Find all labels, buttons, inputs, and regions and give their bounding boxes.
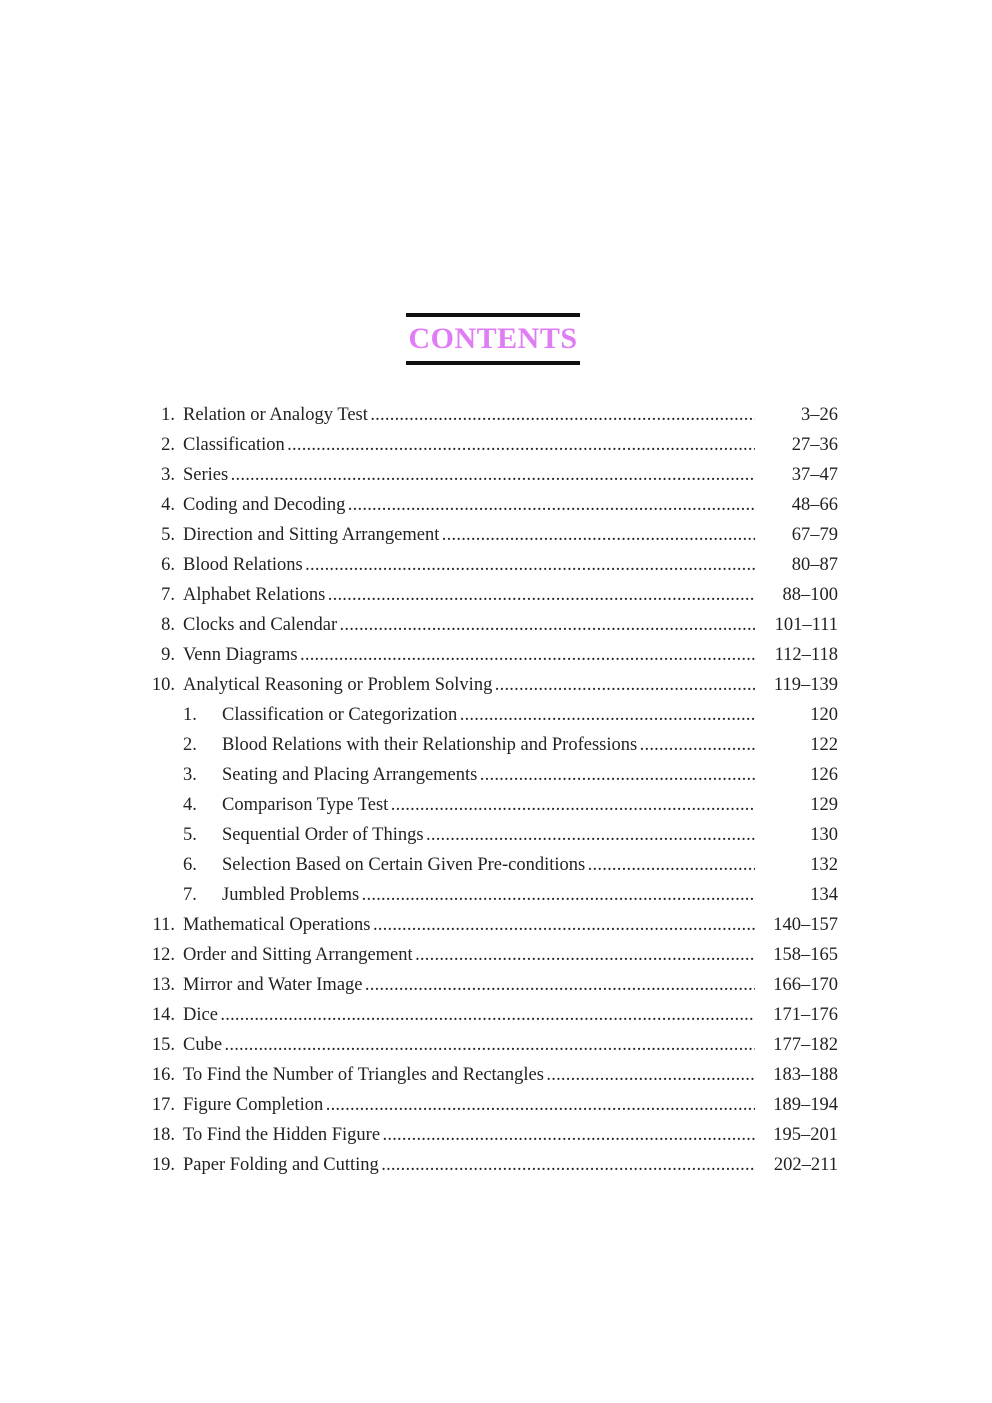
toc-entry xyxy=(140,1060,840,1090)
entry-number: 6. xyxy=(161,555,175,575)
entry-number: 7. xyxy=(183,885,197,905)
entry-pages: 195–201 xyxy=(773,1125,838,1145)
entry-number: 3. xyxy=(161,465,175,485)
toc-entry xyxy=(140,550,840,580)
toc-entry xyxy=(140,940,840,970)
entry-pages: 134 xyxy=(810,885,838,905)
toc-entry xyxy=(140,610,840,640)
entry-title: Figure Completion . . . xyxy=(183,1090,755,1120)
entry-pages: 120 xyxy=(810,705,838,725)
entry-pages: 80–87 xyxy=(791,555,838,575)
entry-number: 2. xyxy=(183,735,197,755)
entry-pages: 140–157 xyxy=(773,915,838,935)
entry-number: 4. xyxy=(161,495,175,515)
entry-title: Analytical Reasoning or Problem Solving . . . xyxy=(183,670,755,700)
toc-subentry xyxy=(140,790,840,820)
toc-entry xyxy=(140,580,840,610)
entry-number: 12. xyxy=(151,945,175,965)
entry-pages: 67–79 xyxy=(791,525,838,545)
entry-title: Selection Based on Certain Given Pre-conditions . . . xyxy=(222,850,755,880)
toc-subentry xyxy=(140,730,840,760)
toc-entry xyxy=(140,1120,840,1150)
toc-subentry xyxy=(140,760,840,790)
entry-title: Venn Diagrams . . . xyxy=(183,640,755,670)
page-title: CONTENTS xyxy=(408,322,578,355)
entry-number: 4. xyxy=(183,795,197,815)
entry-title: Jumbled Problems . . . xyxy=(222,880,755,910)
entry-title: Direction and Sitting Arrangement . . . xyxy=(183,520,755,550)
entry-pages: 166–170 xyxy=(773,975,838,995)
entry-number: 2. xyxy=(161,435,175,455)
entry-pages: 37–47 xyxy=(791,465,838,485)
entry-number: 10. xyxy=(151,675,175,695)
toc-entry xyxy=(140,1000,840,1030)
toc-entry xyxy=(140,640,840,670)
toc-entry xyxy=(140,430,840,460)
toc-entry xyxy=(140,520,840,550)
entry-title: Classification . . . xyxy=(183,430,755,460)
entry-pages: 132 xyxy=(810,855,838,875)
entry-pages: 189–194 xyxy=(773,1095,838,1115)
entry-number: 3. xyxy=(183,765,197,785)
entry-title: Series . . . xyxy=(183,460,755,490)
entry-title: Seating and Placing Arrangements . . . xyxy=(222,760,755,790)
entry-pages: 202–211 xyxy=(773,1155,838,1175)
toc-entry xyxy=(140,1150,840,1180)
entry-number: 19. xyxy=(151,1155,175,1175)
entry-title: Mathematical Operations . . . xyxy=(183,910,755,940)
entry-number: 1. xyxy=(161,405,175,425)
entry-pages: 48–66 xyxy=(791,495,838,515)
entry-pages: 158–165 xyxy=(773,945,838,965)
toc-entry xyxy=(140,970,840,1000)
entry-number: 17. xyxy=(151,1095,175,1115)
entry-title: Mirror and Water Image . . . xyxy=(183,970,755,1000)
toc-subentry xyxy=(140,700,840,730)
toc-subentry xyxy=(140,880,840,910)
entry-title: To Find the Hidden Figure . . . xyxy=(183,1120,755,1150)
entry-number: 14. xyxy=(151,1005,175,1025)
entry-title: To Find the Number of Triangles and Rectangles . . . xyxy=(183,1060,755,1090)
entry-pages: 126 xyxy=(810,765,838,785)
entry-title: Order and Sitting Arrangement . . . xyxy=(183,940,755,970)
toc-subentry xyxy=(140,850,840,880)
entry-number: 15. xyxy=(151,1035,175,1055)
entry-pages: 112–118 xyxy=(774,645,838,665)
table-of-contents xyxy=(140,400,840,1180)
entry-number: 5. xyxy=(161,525,175,545)
entry-pages: 177–182 xyxy=(773,1035,838,1055)
entry-pages: 183–188 xyxy=(773,1065,838,1085)
entry-number: 11. xyxy=(152,915,175,935)
toc-subentry xyxy=(140,820,840,850)
entry-pages: 119–139 xyxy=(773,675,838,695)
entry-title: Paper Folding and Cutting . . . xyxy=(183,1150,755,1180)
toc-entry xyxy=(140,1090,840,1120)
entry-number: 7. xyxy=(161,585,175,605)
entry-title: Blood Relations with their Relationship and Professions . . . xyxy=(222,730,755,760)
entry-title: Relation or Analogy Test . . . xyxy=(183,400,755,430)
entry-pages: 122 xyxy=(810,735,838,755)
entry-number: 9. xyxy=(161,645,175,665)
toc-entry xyxy=(140,490,840,520)
toc-entry xyxy=(140,1030,840,1060)
toc-entry xyxy=(140,460,840,490)
entry-pages: 3–26 xyxy=(801,405,838,425)
entry-number: 16. xyxy=(151,1065,175,1085)
entry-title: Classification or Categorization . . . xyxy=(222,700,755,730)
entry-title: Clocks and Calendar . . . xyxy=(183,610,755,640)
entry-title: Dice . . . xyxy=(183,1000,755,1030)
contents-heading-box xyxy=(406,313,580,365)
entry-pages: 129 xyxy=(810,795,838,815)
entry-number: 8. xyxy=(161,615,175,635)
entry-number: 5. xyxy=(183,825,197,845)
entry-title: Comparison Type Test . . . xyxy=(222,790,755,820)
entry-number: 18. xyxy=(151,1125,175,1145)
entry-pages: 101–111 xyxy=(774,615,838,635)
entry-number: 6. xyxy=(183,855,197,875)
toc-entry xyxy=(140,400,840,430)
entry-number: 1. xyxy=(183,705,197,725)
toc-entry xyxy=(140,670,840,700)
entry-pages: 171–176 xyxy=(773,1005,838,1025)
toc-entry xyxy=(140,910,840,940)
entry-title: Alphabet Relations . . . xyxy=(183,580,755,610)
entry-title: Sequential Order of Things . . . xyxy=(222,820,755,850)
entry-title: Cube . . . xyxy=(183,1030,755,1060)
entry-pages: 88–100 xyxy=(782,585,838,605)
entry-title: Blood Relations . . . xyxy=(183,550,755,580)
entry-number: 13. xyxy=(151,975,175,995)
entry-pages: 130 xyxy=(810,825,838,845)
entry-pages: 27–36 xyxy=(791,435,838,455)
entry-title: Coding and Decoding . . . xyxy=(183,490,755,520)
